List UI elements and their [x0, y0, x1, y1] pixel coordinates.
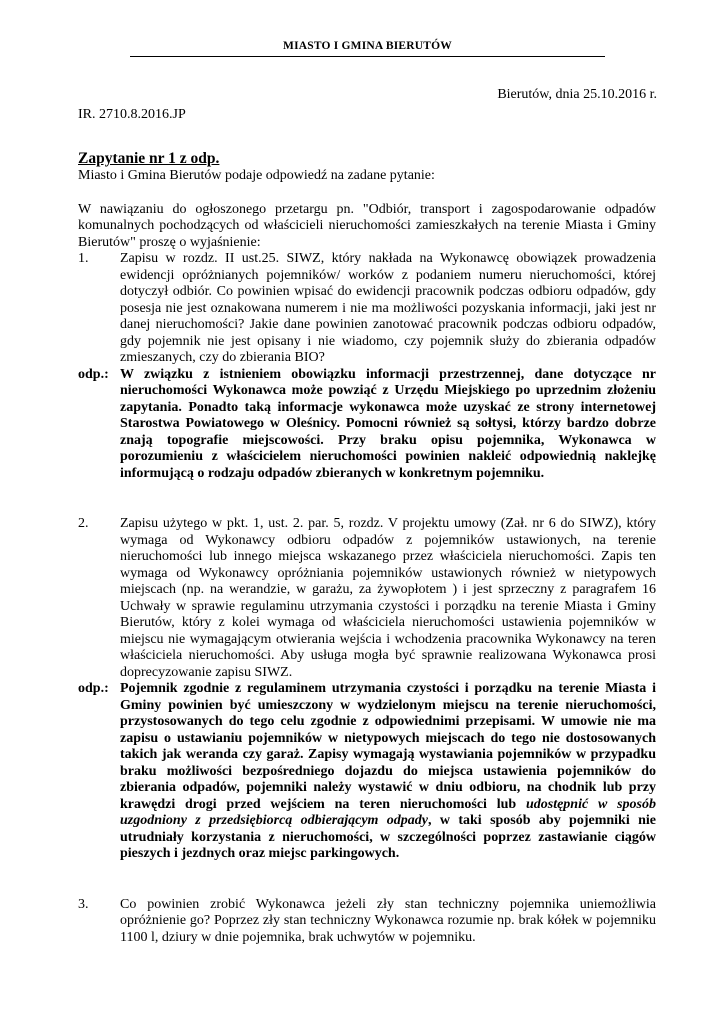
question-text: Co powinien zrobić Wykonawca jeżeli zły stan techniczny pojemnika uniemożliwia opróżnienie go? Poprzez zły stan techniczny Wykonawca rozumie np. brak kółek w pojemniku 1100 l, dziury w dnie pojemnika, brak uchwytów w pojemniku.: [120, 896, 656, 945]
answer-text-italic: udostępnić w sposób uzgodniony z przedsiębiorcą odbierającym odpady: [120, 796, 657, 828]
question-number: 3.: [78, 896, 89, 912]
answer-label: odp.:: [78, 681, 109, 696]
lead-paragraph: W nawiązaniu do ogłoszonego przetargu pn. "Odbiór, transport i zagospodarowanie odpadów komunalnych pochodzących od właścicieli nieruchomości zamieszkałych na terenie Miasta i Gminy Bierutów" proszę o wyjaśnienie:: [78, 201, 656, 250]
answer-text-part-2: , w taki sposób aby pojemniki nie utrudniały korzystania z nieruchomości, w szczególności poprzez zastawianie ciągów pieszych i jezdnych oraz miejsc parkingowych.: [120, 813, 656, 861]
question-1: [78, 251, 656, 367]
answer-text: W związku z istnieniem obowiązku informacji przestrzennej, dane dotyczące nr nieruchomości Wykonawca może powziąć z Urzędu Miejskiego po uprzednim złożeniu zapytania. Ponadto taką informacje wykonawca może uzyskać ze strony internetowej Starostwa Powiatowego w Oleśnicy. Pomocni również są sołtysi, którzy bardzo dobrze znają topografie miejscowości. Przy braku opisu pojemnika, Wykonawca w porozumieniu z właścicielem nieruchomości powinien nakleić odpowiednią naklejkę informującą o rodzaju odpadów zbieranych w konkretnym pojemniku.: [120, 366, 656, 481]
letterhead-rule: [130, 56, 605, 57]
answer-label: odp.:: [78, 366, 109, 382]
letterhead-title: MIASTO I GMINA BIERUTÓW: [283, 40, 452, 52]
question-3: [78, 897, 656, 947]
question-number: 1.: [78, 251, 89, 266]
date-line: Bierutów, dnia 25.10.2016 r.: [497, 87, 657, 102]
intro-text: Miasto i Gmina Bierutów podaje odpowiedź na zadane pytanie:: [78, 168, 435, 183]
question-2: [78, 516, 656, 681]
reference-number: IR. 2710.8.2016.JP: [78, 107, 186, 122]
question-text: Zapisu użytego w pkt. 1, ust. 2. par. 5, rozdz. V projektu umowy (Zał. nr 6 do SIWZ), który wymaga od Wykonawcy odbioru odpadów z pojemników ustawionych, na terenie nieruchomości lub innego miejsca wskazanego przez właściciela nieruchomości. Zapis ten wymaga od Wykonawcy opróżniania pojemników ustawionych również w nietypowych miejscach (np. na werandzie, w garażu, za żywopłotem ) i jest sprzeczny z paragrafem 16 Uchwały w sprawie regulaminu utrzymania czystości i porządku na terenie Miasta i Gminy Bierutów, który z kolei wymaga od właściciela nieruchomości ustawienia pojemników w miejscu nie wymagającym otwierania wejścia i wchodzenia pracownika Wykonawcy na teren właściciela nieruchomości. Aby usługa mogła być sprawnie realizowana Wykonawca prosi doprecyzowanie zapisu SIWZ.: [120, 516, 656, 680]
document-body: [78, 150, 656, 946]
answer-1: [78, 367, 656, 483]
question-number: 2.: [78, 516, 89, 531]
question-text: Zapisu w rozdz. II ust.25. SIWZ, który nakłada na Wykonawcę obowiązek prowadzenia ewidencji opróżnianych pojemników/ worków z podaniem numeru nieruchomości, której dotyczył odbiór. Co powinien wpisać do ewidencji pracownik podczas odbioru odpadów, gdy posesja nie jest oznakowana numerem i nie ma możliwości pozyskania informacji, jaki jest nr danej nieruchomości? Jakie dane powinien zanotować pracownik podczas odbioru odpadów, gdy pojemnik nie jest opisany i nie wiadomo, czy pojemnik służy do zbierania odpadów zmieszanych, czy do zbierania BIO?: [120, 251, 656, 365]
answer-2: [78, 681, 656, 863]
document-title: Zapytanie nr 1 z odp.: [78, 150, 220, 167]
answer-text-part-1: Pojemnik zgodnie z regulaminem utrzymania czystości i porządku na terenie Miasta i Gminy powinien być umieszczony w wydzielonym miejscu na terenie nieruchomości, przystosowanych do tego celu zgodnie z odpowiednimi przepisami. W umowie nie ma zapisu o ustawianiu pojemników w nietypowych miejscach do tego nie dostosowanych takich jak weranda czy garaż. Zapisy wymagają wystawiania pojemników w przypadku braku możliwości bezpośredniego dojazdu do miejsca ustawienia pojemników do zbierania odpadów, pojemniki należy wystawić w dniu odbioru, na chodnik lub przy krawędzi drogi przed wejściem na teren nieruchomości lub: [120, 681, 656, 812]
